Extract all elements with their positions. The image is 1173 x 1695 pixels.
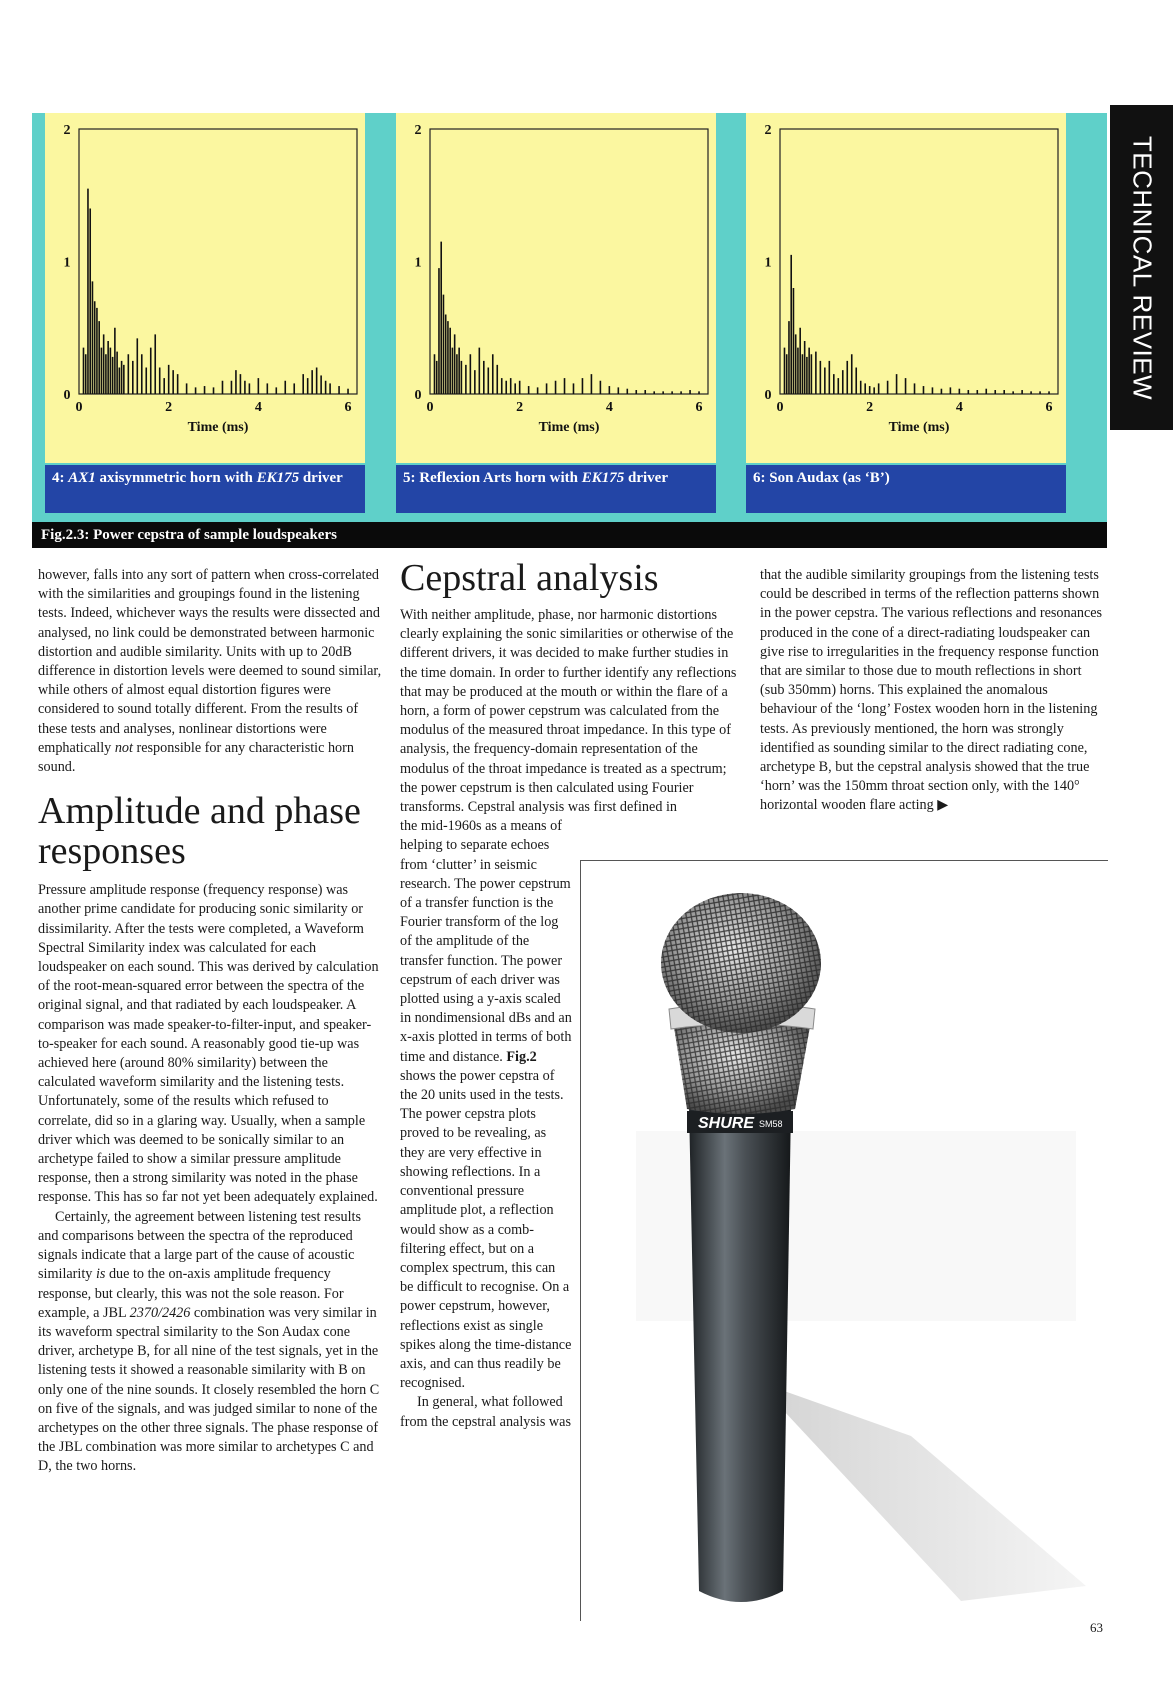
y-tick-label: 1 [414,255,422,271]
panel-caption [45,465,365,513]
text-run: shows the power cepstra of the 20 units used in the tests. The power cepstra plots proved to be revealing, as they are very effective in showing reflections. In a conventional pressure amplitude plot, a reflection would show as a comb-filtering effect, but on a complex spectrum, this can be difficult to recognise. On a power cepstrum, however, reflections exist as single spikes along the time-distance axis, and can thus readily be recognised. [400,1067,572,1392]
x-tick-label: 2 [165,400,173,415]
paragraph [38,1208,383,1477]
cepstrum-chart-4 [45,113,365,463]
cepstrum-chart-5 [396,113,716,463]
plot-frame [430,129,708,394]
caption-text: EK175 [581,470,625,486]
narrow-text-block [400,817,572,1432]
mic-model-label: SM58 [759,1119,783,1129]
y-tick-label: 0 [63,388,71,403]
text-run: Fig.2 [506,1048,537,1065]
mic-body [689,1106,791,1602]
mic-brand-label: SHURE [698,1115,755,1132]
x-tick-label: 0 [75,400,83,415]
y-tick-label: 2 [764,123,772,138]
paragraph: With neither amplitude, phase, nor harmonic distortions clearly explaining the sonic similarities or otherwise of the different drivers, it was decided to make further studies in the time domain. In order to further identify any reflections that may be produced at the mouth or within the flare of a horn, a form of power cepstrum was calculated from the modulus of the measured throat impedance. In this type of analysis, the frequency-domain representation of the modulus of the throat impedance is treated as a spectrum; the power cepstrum is then calculated using Fourier transforms. Cepstral analysis was first defined in [400,607,737,816]
grille-dome-mesh [661,893,821,1033]
x-tick-label: 4 [955,400,963,415]
y-tick-label: 1 [63,255,71,271]
plot-area [45,113,365,463]
x-tick-label: 0 [776,400,784,415]
paragraph: Pressure amplitude response (frequency response) was another prime candidate for producing sonic similarity or dissimilarity. After the tests were completed, a Waveform Spectral Similarity index was calculated for each loudspeaker on each sound. This was derived by calculation of the root-mean-squared error between the spectra of the original signal, and that radiated by each loudspeaker. A comparison was made speaker-to-filter-input, and speaker-to-speaker for each sound. A reasonably good tie-up was achieved here (around 80% similarity) between the calculated waveform similarity and the listening tests. Unfortunately, some of the results which refused to correlate, did so in a glaring way. Usually, when a sample driver which was deemed to be sonically similar to an archetype failed to show a similar pressure amplitude response, then a strong similarity was noted in the phase response. This has so far not yet been adequately explained. [38,882,379,1206]
y-tick-label: 2 [63,123,71,138]
x-tick-label: 4 [605,400,613,415]
paragraph: that the audible similarity groupings from the listening tests could be described in terms of the reflection patterns shown in the power cepstra. The various reflections and resonances produced in the cone of a direct-radiating loudspeaker can give rise to irregularities in the frequency response function that are similar to those due to mouth reflections in short (sub 350mm) horns. This explained the anomalous behaviour of the ‘long’ Fostex wooden horn in the listening tests. As previously mentioned, the horn was strongly identified as sounding similar to the direct radiating cone, archetype B, but the cepstral analysis showed that the true ‘horn’ was the 150mm throat section only, with the 140° horizontal wooden flare acting ▶ [760,567,1103,814]
cepstrum-chart-6 [746,113,1066,463]
y-tick-label: 2 [414,123,422,138]
caption-text: AX1 [68,470,96,486]
y-tick-label: 0 [764,388,772,403]
text-run: is [95,1266,106,1283]
caption-text: EK175 [256,470,300,486]
section-tab-label: TECHNICAL REVIEW [1127,135,1157,400]
panel-caption [396,465,716,513]
section-heading: Cepstral analysis [400,557,659,599]
section-tab [1110,105,1173,430]
microphone-illustration [581,861,1108,1621]
caption-text: 5: Reflexion Arts horn with [403,470,582,486]
x-tick-label: 2 [866,400,874,415]
caption-text: driver [624,470,668,486]
cepstrum-panel-4 [45,113,365,511]
x-tick-label: 6 [344,400,352,415]
page-number: 63 [1090,1620,1103,1635]
panel-caption [746,465,1066,513]
column-1 [38,566,383,1477]
paragraph [38,566,383,777]
text-run: the mid-1960s as a means of helping to separate echoes from ‘clutter’ in seismic research. The power cepstrum of a transfer function is the Fourier transform of the log of the amplitude of the transfer function. The power cepstrum of each driver was plotted using a y-axis scaled in nondimensional dBs and an x-axis plotted in terms of both time and distance. [400,818,572,1065]
text-run: due to the on-axis amplitude frequency response, but clearly, this was not the sole reason. For example, a JBL [38,1266,344,1321]
y-tick-label: 0 [414,388,422,403]
mic-shadow [756,1381,1086,1601]
caption-text: axisymmetric horn with [95,470,257,486]
text-run: 2370/2426 [129,1304,191,1321]
x-tick-label: 6 [1045,400,1053,415]
text-run: however, falls into any sort of pattern when cross-correlated with the similarities and groupings found in the listening tests. Indeed, whichever ways the results were dissected and analysed, no link could be demonstrated between harmonic distortion and audible similarity. Units with up to 20dB difference in distortion levels were deemed to sound similar, while others of almost equal distortion figures were considered to sound totally different. From the results of these tests and analyses, nonlinear distortions were emphatically [38,567,382,756]
text-run: Certainly, the agreement between listening test results and comparisons between the spectra of the reproduced signals indicate that a large part of the cause of acoustic similarity [38,1208,361,1283]
x-axis-label: Time (ms) [538,420,600,435]
cepstrum-panel-5 [396,113,716,511]
caption-text: 6: Son Audax (as ‘B’) [753,470,890,486]
microphone-photo [580,860,1108,1621]
plot-area [746,113,1066,463]
text-run: combination was very similar in its waveform spectral similarity to the Son Audax cone driver, archetype B, for all nine of the test signals, yet in the listening tests it showed a reasonable similarity with B on only one of the nine sounds. It closely resembled the horn C on five of the signals, and was judged similar to none of the archetypes on the other three signals. The phase response of the JBL combination was more similar to archetypes C and D, the two horns. [38,1304,380,1475]
x-axis-label: Time (ms) [888,420,950,435]
x-tick-label: 2 [516,400,524,415]
section-heading: Amplitude and phase responses [38,790,361,873]
caption-text: 4: [52,470,69,486]
text-run: responsible for any characteristic horn sound. [38,739,354,776]
text-run: not [114,739,133,756]
x-tick-label: 4 [254,400,262,415]
x-tick-label: 0 [426,400,434,415]
y-tick-label: 1 [764,255,772,271]
paragraph: In general, what followed from the cepstral analysis was [400,1394,571,1430]
plot-area [396,113,716,463]
x-tick-label: 6 [695,400,703,415]
paragraph [400,817,572,1393]
x-axis-label: Time (ms) [187,420,249,435]
plot-frame [780,129,1058,394]
caption-text: driver [299,470,343,486]
plot-frame [79,129,357,394]
column-3 [760,566,1105,816]
cepstrum-panel-6 [746,113,1066,511]
figure-title: Fig.2.3: Power cepstra of sample loudspeakers [32,522,1107,548]
